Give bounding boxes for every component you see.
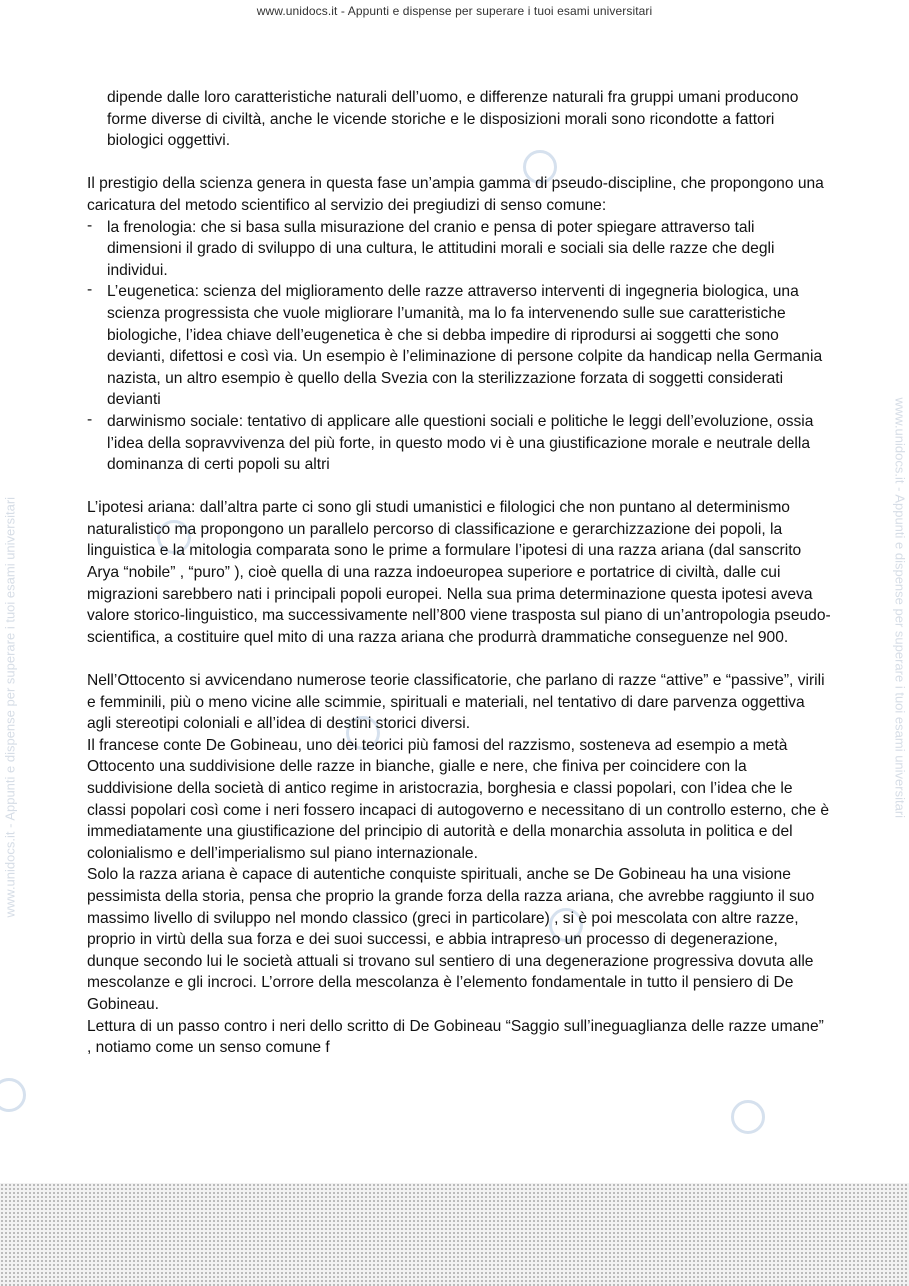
- bullet-list: [87, 217, 832, 476]
- list-item: - darwinismo sociale: tentativo di applicare alle questioni sociali e politiche le leggi dell’evoluzione, ossia l’idea della sopravvivenza del più forte, in questo modo vi è una giustificazione morale e neutrale della dominanza di certi popoli su altri: [87, 411, 832, 476]
- paragraph: dipende dalle loro caratteristiche naturali dell’uomo, e differenze naturali fra gruppi umani producono forme diverse di civiltà, anche le vicende storiche e le disposizioni morali sono ricondotte a fattori biologici oggettivi.: [107, 89, 799, 150]
- paragraph: Il francese conte De Gobineau, uno dei teorici più famosi del razzismo, sosteneva ad esempio a metà Ottocento una suddivisione delle razze in bianche, gialle e nere, che finiva per coincidere con la suddivisione della società di antico regime in aristocrazia, borghesia e classi popolari, con l’idea che le classi popolari così come i neri fossero incapaci di autogoverno e necessitano di un controllo esterno, che è immediatamente una giustificazione del principio di autorità e della monarchia assoluta in politica e del colonialismo e dell’imperialismo sul piano internazionale.: [87, 736, 829, 862]
- dotted-footer-overlay: [0, 1183, 909, 1286]
- paragraph: L’ipotesi ariana: dall’altra parte ci sono gli studi umanistici e filologici che non puntano al determinismo naturalistico ma propongono un parallelo percorso di classificazione e gerarchizzazione dei popoli, la linguistica e la mitologia comparata sono le prime a formulare l’ipotesi di una razza ariana (dal sanscrito Arya “nobile” , “puro” ), cioè quella di una razza indoeuropea superiore e portatrice di civiltà, dalle cui migrazioni sarebbero nati i principali popoli europei. Nella sua prima determinazione questa ipotesi aveva valore storico-linguistico, ma successivamente nell’800 viene trasposta sul piano di un’antropologia pseudo-scientifica, a costituire quel mito di una razza ariana che produrrà drammatiche conseguenze nel 900.: [87, 499, 831, 646]
- paragraph: Solo la razza ariana è capace di autentiche conquiste spirituali, anche se De Gobineau ha una visione pessimista della storia, pensa che proprio la grande forza della razza ariana, che avrebbe raggiunto il suo massimo livello di sviluppo nel mondo classico (greci in particolare) , si è poi mescolata con altre razze, proprio in virtù della sua forza e dei suoi successi, e abbia intrapreso un processo di degenerazione, dunque secondo lui le società attuali si trovano sul sentiero di una degenerazione progressiva dovuta alle mescolanze e gli incroci. L’orrore della mescolanza è l’elemento fondamentale in tutto il pensiero di De Gobineau.: [87, 866, 815, 1013]
- side-watermark-left: www.unidocs.it - Appunti e dispense per superare i tuoi esami universitari: [2, 496, 18, 918]
- document-body: [87, 87, 832, 1059]
- paragraph: Nell’Ottocento si avvicendano numerose teorie classificatorie, che parlano di razze “attive” e “passive”, virili e femminili, più o meno vicine alle scimmie, spirituali e materiali, nel tentativo di dare parvenza oggettiva agli stereotipi coloniali e all’idea di destini storici diversi.: [87, 672, 825, 733]
- paragraph: Lettura di un passo contro i neri dello scritto di De Gobineau “Saggio sull’ineguaglianza delle razze umane” , notiamo come un senso comune f: [87, 1017, 824, 1057]
- side-watermark-right: www.unidocs.it - Appunti e dispense per superare i tuoi esami universitari: [892, 397, 908, 819]
- list-item: - L’eugenetica: scienza del miglioramento delle razze attraverso interventi di ingegneria biologica, una scienza progressista che vuole migliorare l’umanità, ma lo fa intervenendo sulle sue caratteristiche biologiche, l’idea chiave dell’eugenetica è che si debba impedire di riprodursi ai soggetti che sono devianti, difettosi e così via. Un esempio è l’eliminazione di persone colpite da handicap nella Germania nazista, un altro esempio è quello della Svezia con la sterilizzazione forzata di soggetti considerati devianti: [87, 281, 832, 411]
- page-header: www.unidocs.it - Appunti e dispense per superare i tuoi esami universitari: [256, 4, 653, 18]
- list-item: - la frenologia: che si basa sulla misurazione del cranio e pensa di poter spiegare attraverso tali dimensioni il grado di sviluppo di una cultura, le attitudini morali e sociali sia delle razze che degli individui.: [87, 217, 832, 282]
- watermark-logo-icon: [731, 1100, 765, 1134]
- watermark-logo-icon: [0, 1078, 26, 1112]
- paragraph: Il prestigio della scienza genera in questa fase un’ampia gamma di pseudo-discipline, che propongono una caricatura del metodo scientifico al servizio dei pregiudizi di senso comune:: [87, 175, 824, 214]
